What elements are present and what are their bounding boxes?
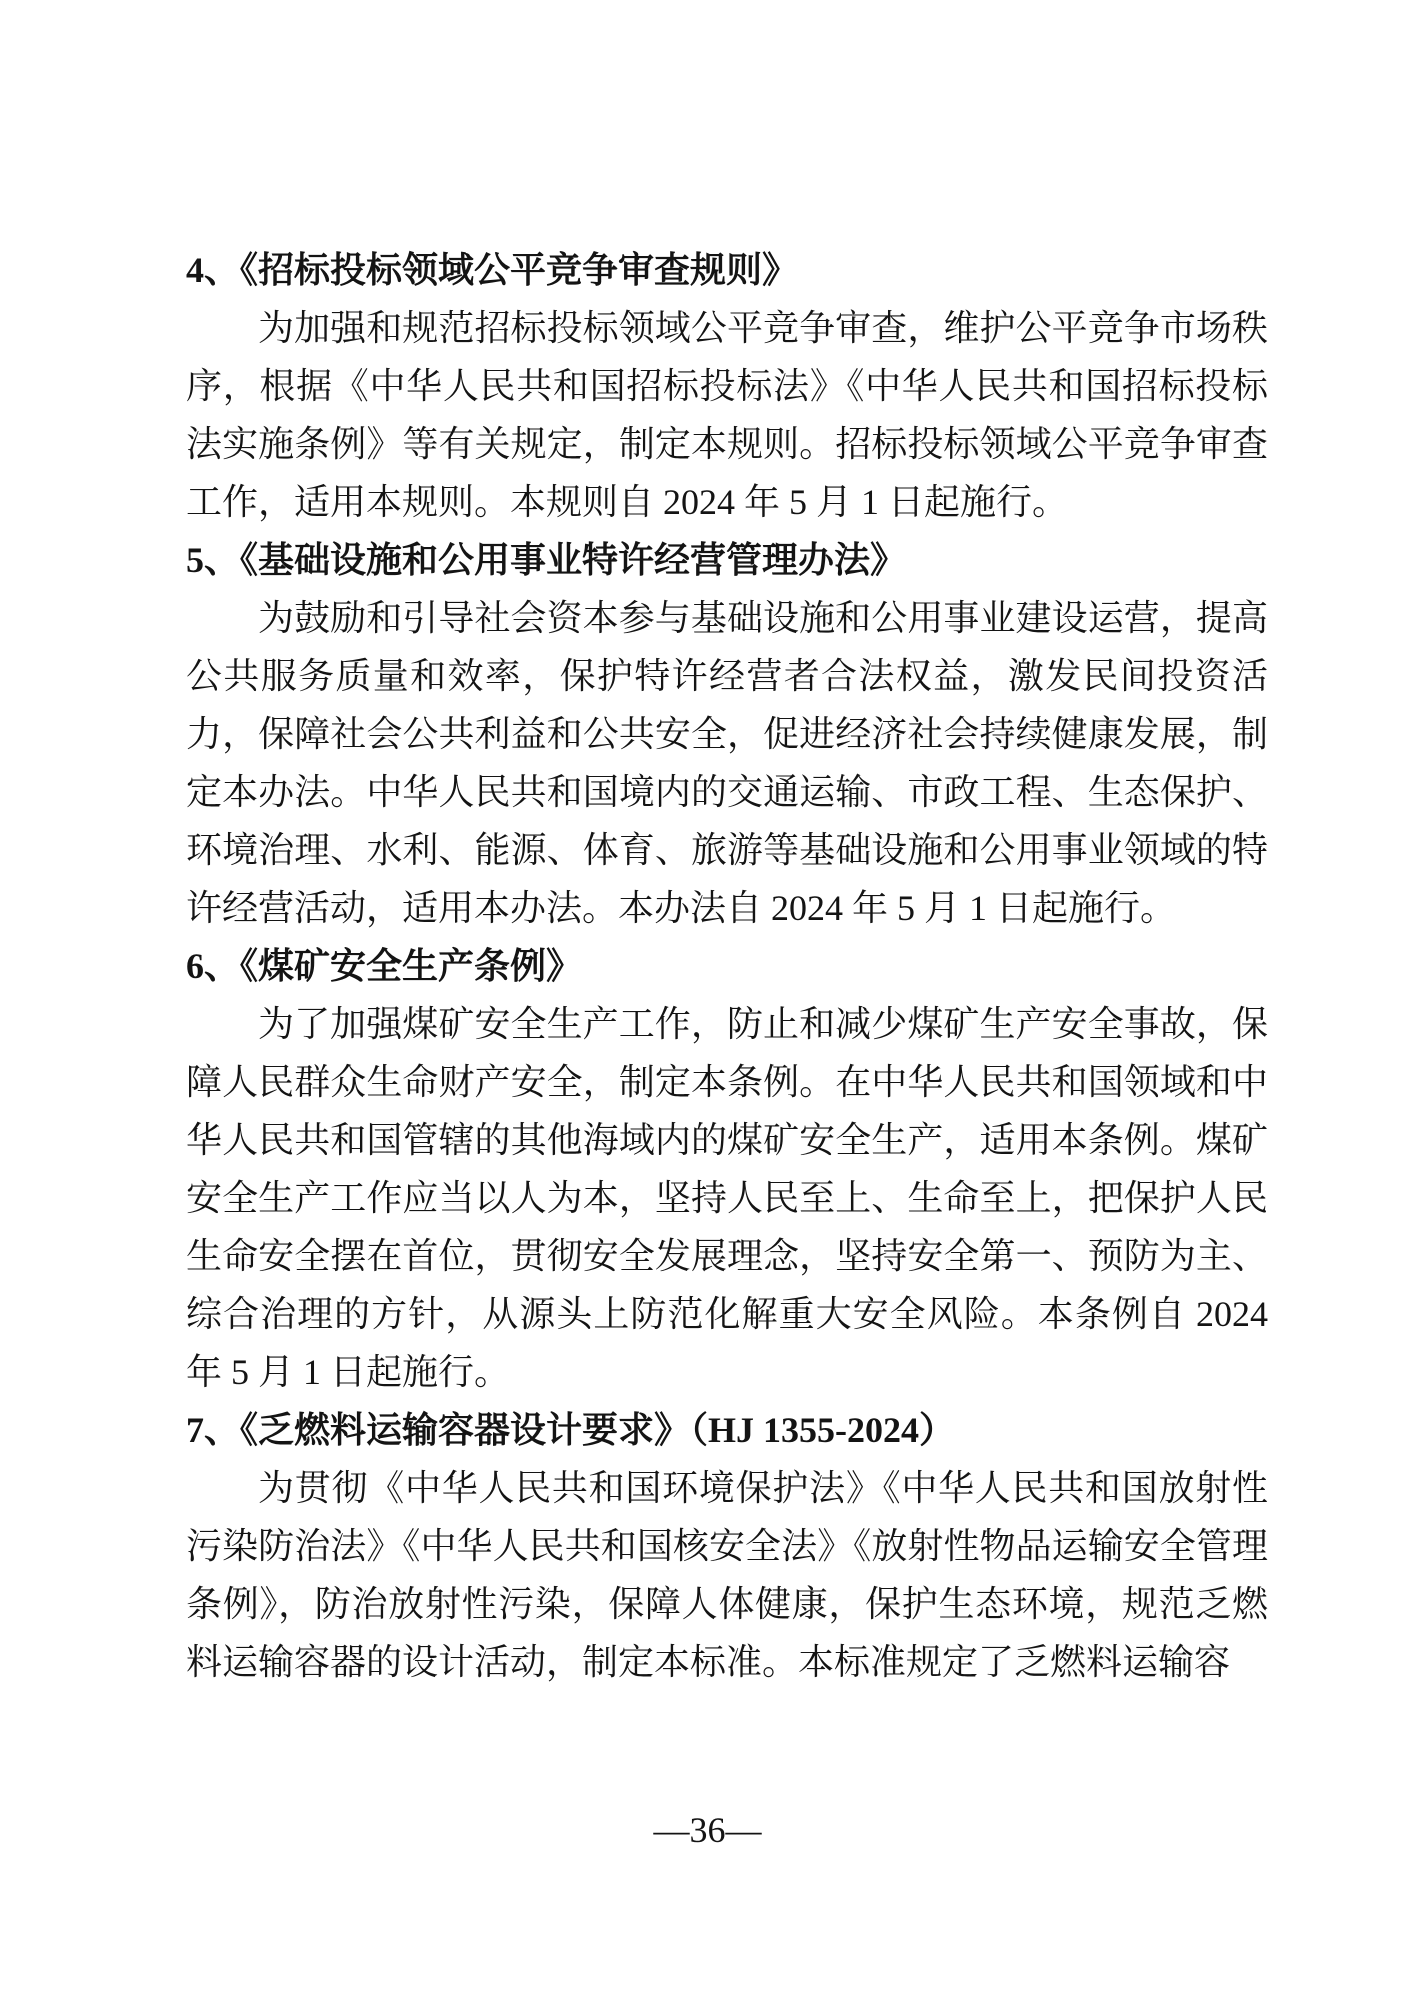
- page-number: —36—: [653, 1810, 762, 1850]
- section-6-paragraph: 为了加强煤矿安全生产工作，防止和减少煤矿生产安全事故，保障人民群众生命财产安全，制定本条例。在中华人民共和国领域和中华人民共和国管辖的其他海域内的煤矿安全生产，适用本条例。煤矿安全生产工作应当以人为本，坚持人民至上、生命至上，把保护人民生命安全摆在首位，贯彻安全发展理念，坚持安全第一、预防为主、综合治理的方针，从源头上防范化解重大安全风险。本条例自 2024 年 5 月 1 日起施行。: [186, 1004, 1268, 1392]
- section-5-heading: 5、《基础设施和公用事业特许经营管理办法》: [186, 540, 907, 580]
- section-5-paragraph: 为鼓励和引导社会资本参与基础设施和公用事业建设运营，提高公共服务质量和效率，保护特许经营者合法权益，激发民间投资活力，保障社会公共利益和公共安全，促进经济社会持续健康发展，制定本办法。中华人民共和国境内的交通运输、市政工程、生态保护、环境治理、水利、能源、体育、旅游等基础设施和公用事业领域的特许经营活动，适用本办法。本办法自 2024 年 5 月 1 日起施行。: [186, 598, 1268, 928]
- document-content: [186, 241, 1268, 1691]
- section-6-heading: 6、《煤矿安全生产条例》: [186, 946, 583, 986]
- section-4-heading: 4、《招标投标领域公平竞争审查规则》: [186, 250, 799, 290]
- section-7-heading: 7、《乏燃料运输容器设计要求》（HJ 1355-2024）: [186, 1410, 955, 1450]
- section-7-paragraph: 为贯彻《中华人民共和国环境保护法》《中华人民共和国放射性污染防治法》《中华人民共和国核安全法》《放射性物品运输安全管理条例》，防治放射性污染，保障人体健康，保护生态环境，规范乏燃料运输容器的设计活动，制定本标准。本标准规定了乏燃料运输容: [186, 1468, 1268, 1682]
- section-4-paragraph: 为加强和规范招标投标领域公平竞争审查，维护公平竞争市场秩序，根据《中华人民共和国招标投标法》《中华人民共和国招标投标法实施条例》等有关规定，制定本规则。招标投标领域公平竞争审查工作，适用本规则。本规则自 2024 年 5 月 1 日起施行。: [186, 308, 1268, 522]
